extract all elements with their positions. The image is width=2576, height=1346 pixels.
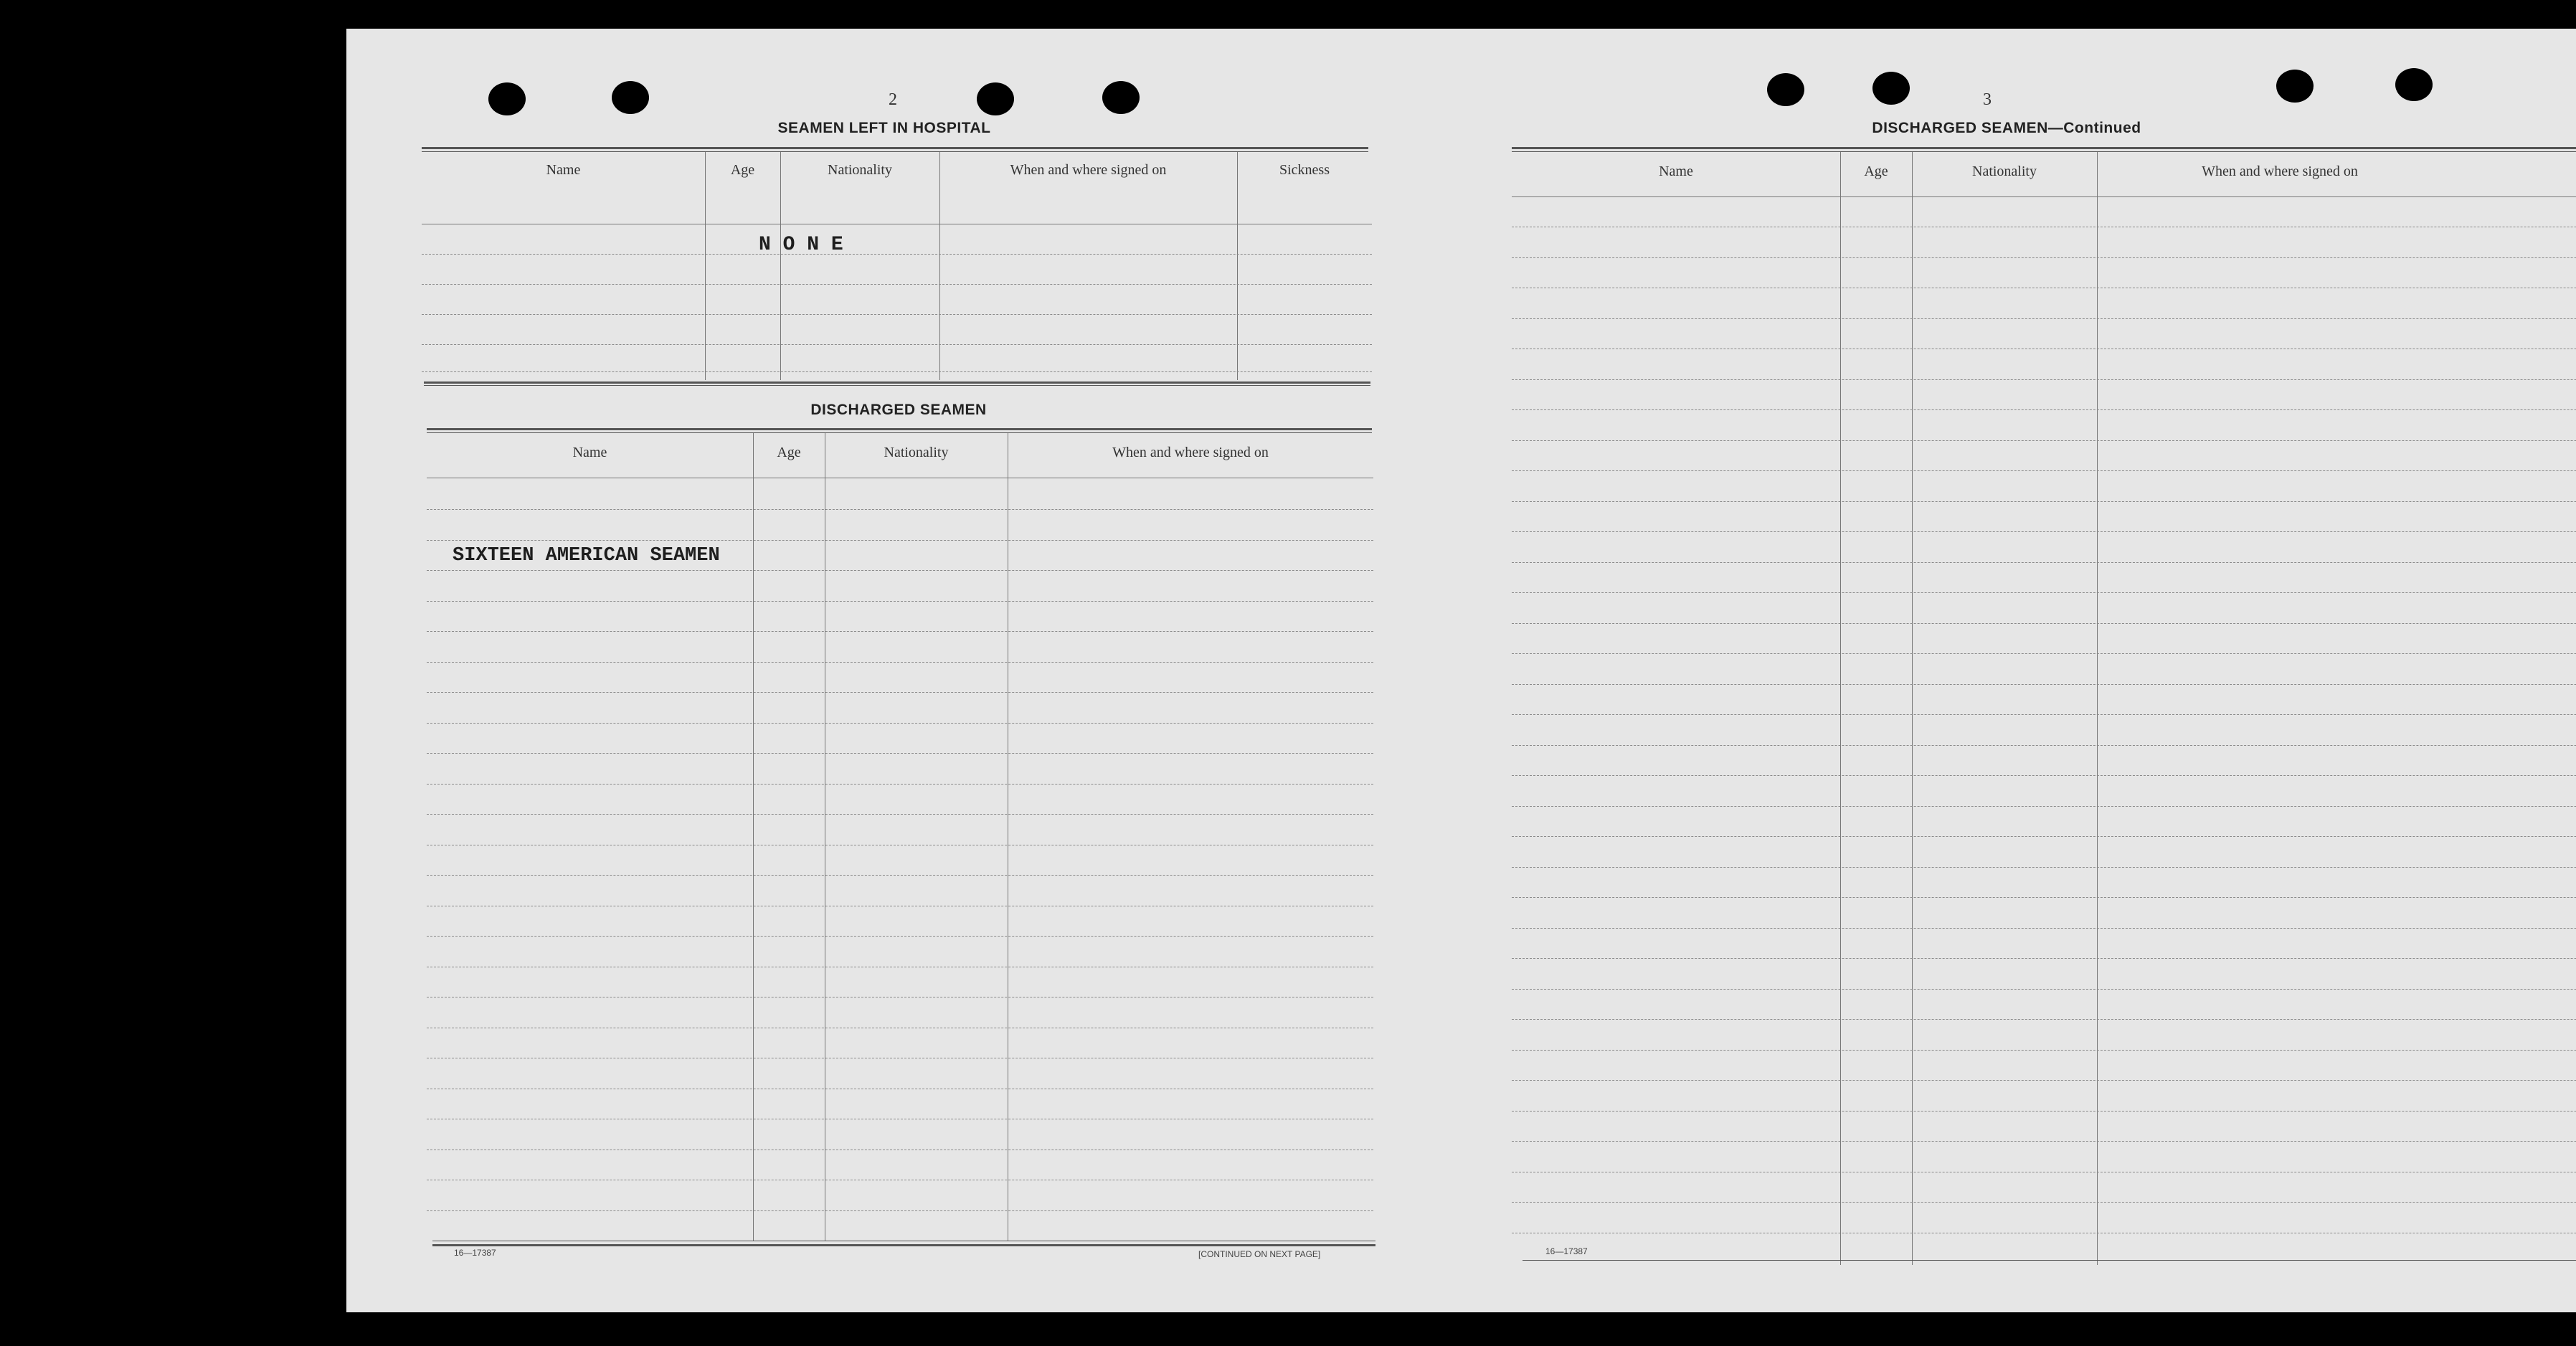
row-line bbox=[427, 723, 1373, 724]
row-line bbox=[422, 344, 1372, 345]
col-signed-on: When and where signed on bbox=[1010, 162, 1167, 178]
row-line bbox=[1512, 714, 2576, 715]
row-line bbox=[1512, 958, 2576, 959]
row-line bbox=[1512, 1050, 2576, 1051]
punch-hole bbox=[612, 81, 649, 114]
row-line bbox=[1512, 745, 2576, 746]
row-line bbox=[427, 1210, 1373, 1211]
row-line bbox=[427, 662, 1373, 663]
col-nationality: Nationality bbox=[828, 162, 892, 178]
hospital-entry-none: N O N E bbox=[759, 234, 843, 256]
col-name: Name bbox=[572, 445, 607, 460]
discharged-section-title: DISCHARGED SEAMEN bbox=[810, 402, 987, 418]
row-line bbox=[427, 875, 1373, 876]
row-line bbox=[427, 509, 1373, 510]
discharged-top-rule bbox=[427, 428, 1372, 430]
punch-hole bbox=[977, 82, 1014, 115]
col-divider bbox=[780, 152, 781, 380]
right-top-rule bbox=[1512, 147, 2576, 149]
col-divider bbox=[2097, 152, 2098, 1265]
col-age: Age bbox=[1864, 163, 1888, 179]
row-line bbox=[1512, 501, 2576, 502]
row-line bbox=[422, 254, 1372, 255]
col-nationality: Nationality bbox=[1972, 163, 2037, 179]
row-line bbox=[1512, 531, 2576, 532]
col-sickness: Sickness bbox=[1279, 162, 1330, 178]
row-line bbox=[1512, 623, 2576, 624]
row-line bbox=[422, 371, 1372, 372]
col-name: Name bbox=[1659, 163, 1693, 179]
page-number: 2 bbox=[889, 90, 897, 109]
col-divider bbox=[1237, 152, 1238, 380]
row-line bbox=[1512, 592, 2576, 593]
row-line bbox=[1512, 1019, 2576, 1020]
col-divider bbox=[1912, 152, 1913, 1265]
row-line bbox=[1512, 806, 2576, 807]
row-line bbox=[1512, 928, 2576, 929]
form-number: 16—17387 bbox=[454, 1248, 496, 1258]
right-discharged-table bbox=[1512, 152, 2576, 1256]
row-line bbox=[427, 753, 1373, 754]
row-line bbox=[1512, 1111, 2576, 1112]
row-line bbox=[422, 284, 1372, 285]
col-divider bbox=[1840, 152, 1841, 1265]
continued-note: [CONTINUED ON NEXT PAGE] bbox=[1198, 1249, 1321, 1259]
row-line bbox=[1512, 897, 2576, 898]
header-underline bbox=[1512, 196, 2576, 197]
form-number: 16—17387 bbox=[1545, 1246, 1588, 1256]
row-line bbox=[1512, 836, 2576, 837]
col-divider bbox=[939, 152, 940, 380]
row-line bbox=[1512, 653, 2576, 654]
punch-hole bbox=[1102, 81, 1140, 114]
row-line bbox=[1512, 318, 2576, 319]
row-line bbox=[1512, 867, 2576, 868]
punch-hole bbox=[1767, 73, 1804, 106]
hospital-top-rule bbox=[422, 147, 1368, 149]
row-line bbox=[1512, 684, 2576, 685]
row-line bbox=[427, 540, 1373, 541]
col-name: Name bbox=[546, 162, 581, 178]
punch-hole bbox=[488, 82, 526, 115]
discharged-entry: SIXTEEN AMERICAN SEAMEN bbox=[453, 545, 720, 567]
row-line bbox=[1512, 470, 2576, 471]
row-line bbox=[1512, 562, 2576, 563]
punch-hole bbox=[2276, 70, 2314, 103]
row-line bbox=[427, 692, 1373, 693]
row-line bbox=[1512, 1080, 2576, 1081]
hospital-bottom-rule-2 bbox=[424, 385, 1370, 386]
hospital-table bbox=[422, 152, 1372, 381]
col-divider bbox=[753, 433, 754, 1241]
row-line bbox=[427, 936, 1373, 937]
right-section-title-cont: —Continued bbox=[2047, 120, 2141, 136]
col-age: Age bbox=[730, 162, 755, 178]
discharged-table bbox=[427, 433, 1373, 1243]
row-line bbox=[1512, 379, 2576, 380]
col-divider bbox=[705, 152, 706, 380]
right-bottom-rule bbox=[1523, 1260, 2576, 1261]
row-line bbox=[1512, 1202, 2576, 1203]
page-number: 3 bbox=[1983, 90, 1992, 109]
discharged-bottom-rule-2 bbox=[432, 1244, 1375, 1246]
row-line bbox=[1512, 775, 2576, 776]
col-signed-on: When and where signed on bbox=[1112, 445, 1269, 460]
hospital-bottom-rule bbox=[424, 381, 1370, 384]
col-nationality: Nationality bbox=[884, 445, 949, 460]
row-line bbox=[1512, 257, 2576, 258]
row-line bbox=[427, 814, 1373, 815]
col-age: Age bbox=[777, 445, 801, 460]
punch-hole bbox=[2395, 68, 2433, 101]
document-sheet bbox=[346, 29, 2576, 1312]
row-line bbox=[427, 570, 1373, 571]
row-line bbox=[1512, 989, 2576, 990]
row-line bbox=[1512, 409, 2576, 410]
hospital-section-title: SEAMEN LEFT IN HOSPITAL bbox=[777, 120, 991, 136]
row-line bbox=[427, 631, 1373, 632]
row-line bbox=[427, 784, 1373, 785]
row-line bbox=[427, 601, 1373, 602]
right-section-title-main: DISCHARGED SEAMEN bbox=[1872, 120, 2048, 136]
row-line bbox=[1512, 1141, 2576, 1142]
row-line bbox=[1512, 440, 2576, 441]
row-line bbox=[422, 314, 1372, 315]
right-section-title bbox=[1781, 120, 2232, 137]
punch-hole bbox=[1872, 72, 1910, 105]
col-signed-on: When and where signed on bbox=[2202, 163, 2358, 179]
